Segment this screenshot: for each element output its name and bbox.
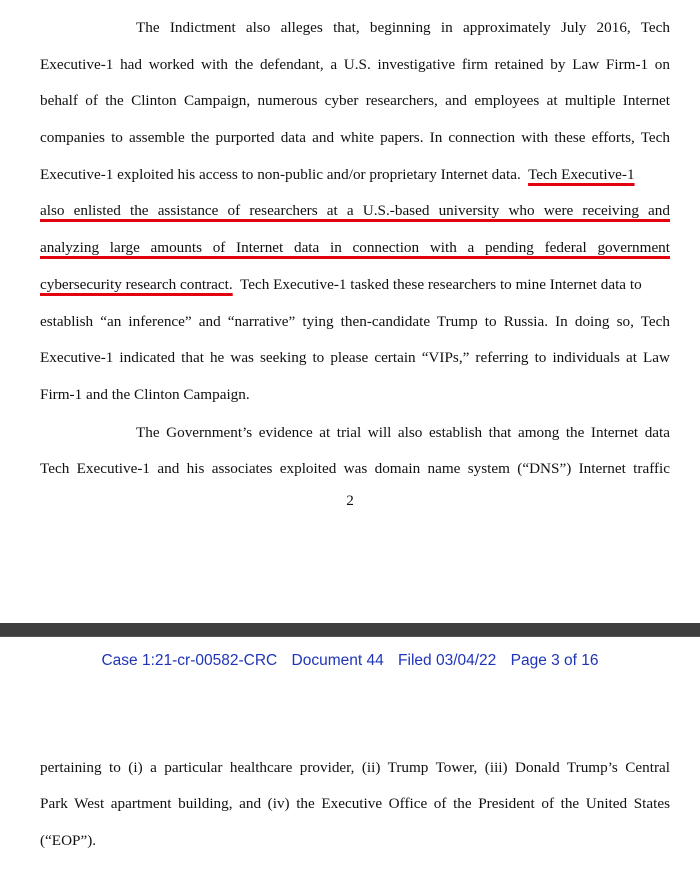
page-number: 2 (346, 492, 354, 509)
paragraph-1-line-2: Executive-1 had worked with the defendant, a U.S. investigative firm retained by Law Firm-1 on (40, 56, 670, 73)
page-indicator: Page 3 of 16 (510, 652, 599, 669)
paragraph-1-line-4: companies to assemble the purported data and white papers. In connection with these efforts, Tech (40, 129, 670, 146)
paragraph-2-line-2: Tech Executive-1 and his associates exploited was domain name system (“DNS”) Internet traffic (40, 460, 670, 477)
paragraph-1-line-5 (40, 166, 635, 184)
paragraph-1-line-7 (40, 239, 670, 257)
paragraph-1-line-10: Executive-1 indicated that he was seeking to please certain “VIPs,” referring to individuals at Law (40, 349, 670, 366)
case-number: Case 1:21-cr-00582-CRC (101, 652, 278, 669)
paragraph-1-line-11: Firm-1 and the Clinton Campaign. (40, 386, 250, 403)
paragraph-2-line-1: The Government’s evidence at trial will also establish that among the Internet data (136, 424, 670, 441)
highlighted-text-start: Tech Executive-1 (528, 166, 635, 183)
highlighted-text-line-6: also enlisted the assistance of researchers at a U.S.-based university who were receiving and (40, 202, 670, 219)
paragraph-1-line-9: establish “an inference” and “narrative” tying then-candidate Trump to Russia. In doing so, Tech (40, 313, 670, 330)
page-3-line-3: (“EOP”). (40, 832, 97, 849)
line-5-plain-text: Executive-1 exploited his access to non-public and/or proprietary Internet data. (40, 166, 521, 183)
paragraph-1-line-8 (40, 276, 642, 294)
page-divider (0, 623, 700, 637)
line-8-plain-text: Tech Executive-1 tasked these researchers to mine Internet data to (240, 276, 642, 293)
paragraph-1-line-1: The Indictment also alleges that, beginning in approximately July 2016, Tech (136, 19, 670, 36)
filed-date: Filed 03/04/22 (398, 652, 497, 669)
document-number: Document 44 (291, 652, 384, 669)
paragraph-1-line-3: behalf of the Clinton Campaign, numerous cyber researchers, and employees at multiple Internet (40, 92, 670, 109)
highlighted-text-end: cybersecurity research contract. (40, 276, 233, 293)
case-header (0, 652, 700, 670)
highlighted-text-line-7: analyzing large amounts of Internet data in connection with a pending federal government (40, 239, 670, 256)
page-3-line-1: pertaining to (i) a particular healthcare provider, (ii) Trump Tower, (iii) Donald Trump’s Central (40, 759, 670, 776)
page-3-line-2: Park West apartment building, and (iv) the Executive Office of the President of the United States (40, 795, 670, 812)
paragraph-1-line-6 (40, 202, 670, 220)
